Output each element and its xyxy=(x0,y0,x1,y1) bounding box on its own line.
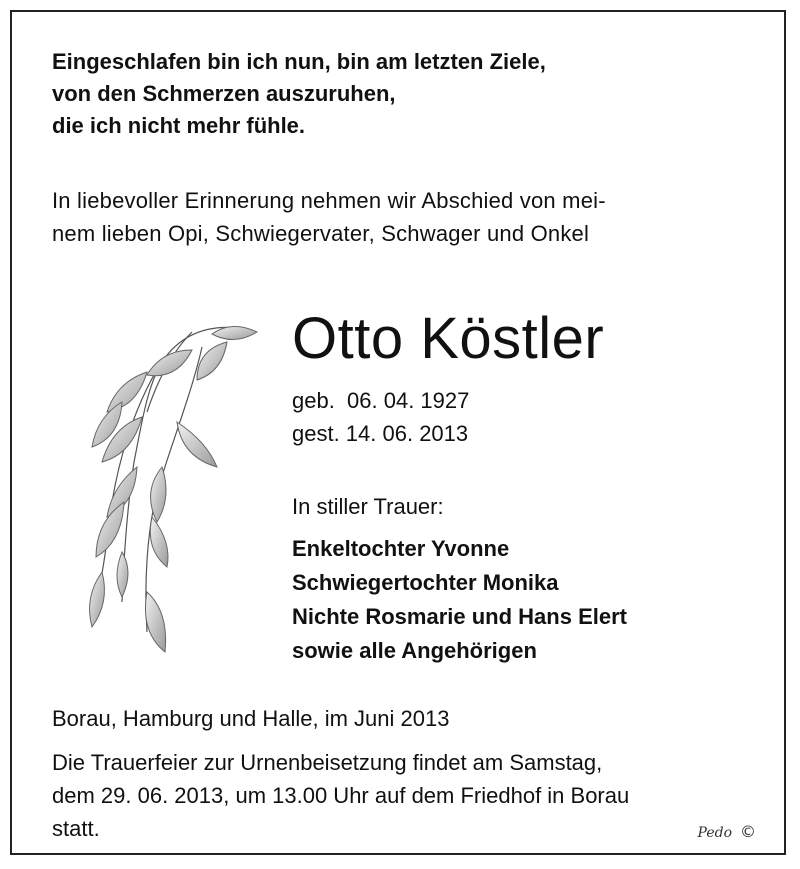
verse-line: von den Schmerzen auszuruhen, xyxy=(52,81,396,106)
mourner-name: sowie alle Angehörigen xyxy=(292,638,537,663)
mourner-name: Schwiegertochter Monika xyxy=(292,570,559,595)
birch-leaves-branch-icon xyxy=(52,302,272,692)
ceremony-line: statt. xyxy=(52,816,100,841)
intro-line: In liebevoller Erinnerung nehmen wir Abschied von mei- xyxy=(52,188,606,213)
death-date: gest. 14. 06. 2013 xyxy=(292,421,469,446)
life-dates xyxy=(292,384,469,450)
verse-line: Eingeschlafen bin ich nun, bin am letzten Ziele, xyxy=(52,49,546,74)
signature-text: Pedo xyxy=(697,825,732,841)
mourner-list xyxy=(292,532,627,668)
verse-line: die ich nicht mehr fühle. xyxy=(52,113,306,138)
intro-text xyxy=(52,184,752,250)
place-date: Borau, Hamburg und Halle, im Juni 2013 xyxy=(52,706,450,731)
mourner-name: Enkeltochter Yvonne xyxy=(292,536,510,561)
mourner-name: Nichte Rosmarie und Hans Elert xyxy=(292,604,627,629)
designer-signature xyxy=(698,822,756,841)
obituary-card xyxy=(10,10,786,855)
ceremony-notice xyxy=(52,746,792,845)
mourning-title: In stiller Trauer: xyxy=(292,494,444,519)
deceased-name: Otto Köstler xyxy=(292,306,605,371)
ceremony-line: dem 29. 06. 2013, um 13.00 Uhr auf dem Friedhof in Borau xyxy=(52,783,630,808)
intro-line: nem lieben Opi, Schwiegervater, Schwager und Onkel xyxy=(52,221,590,246)
copyright-icon: © xyxy=(740,822,756,841)
birth-date: geb. 06. 04. 1927 xyxy=(292,388,470,413)
verse xyxy=(52,46,546,142)
ceremony-line: Die Trauerfeier zur Urnenbeisetzung findet am Samstag, xyxy=(52,750,603,775)
